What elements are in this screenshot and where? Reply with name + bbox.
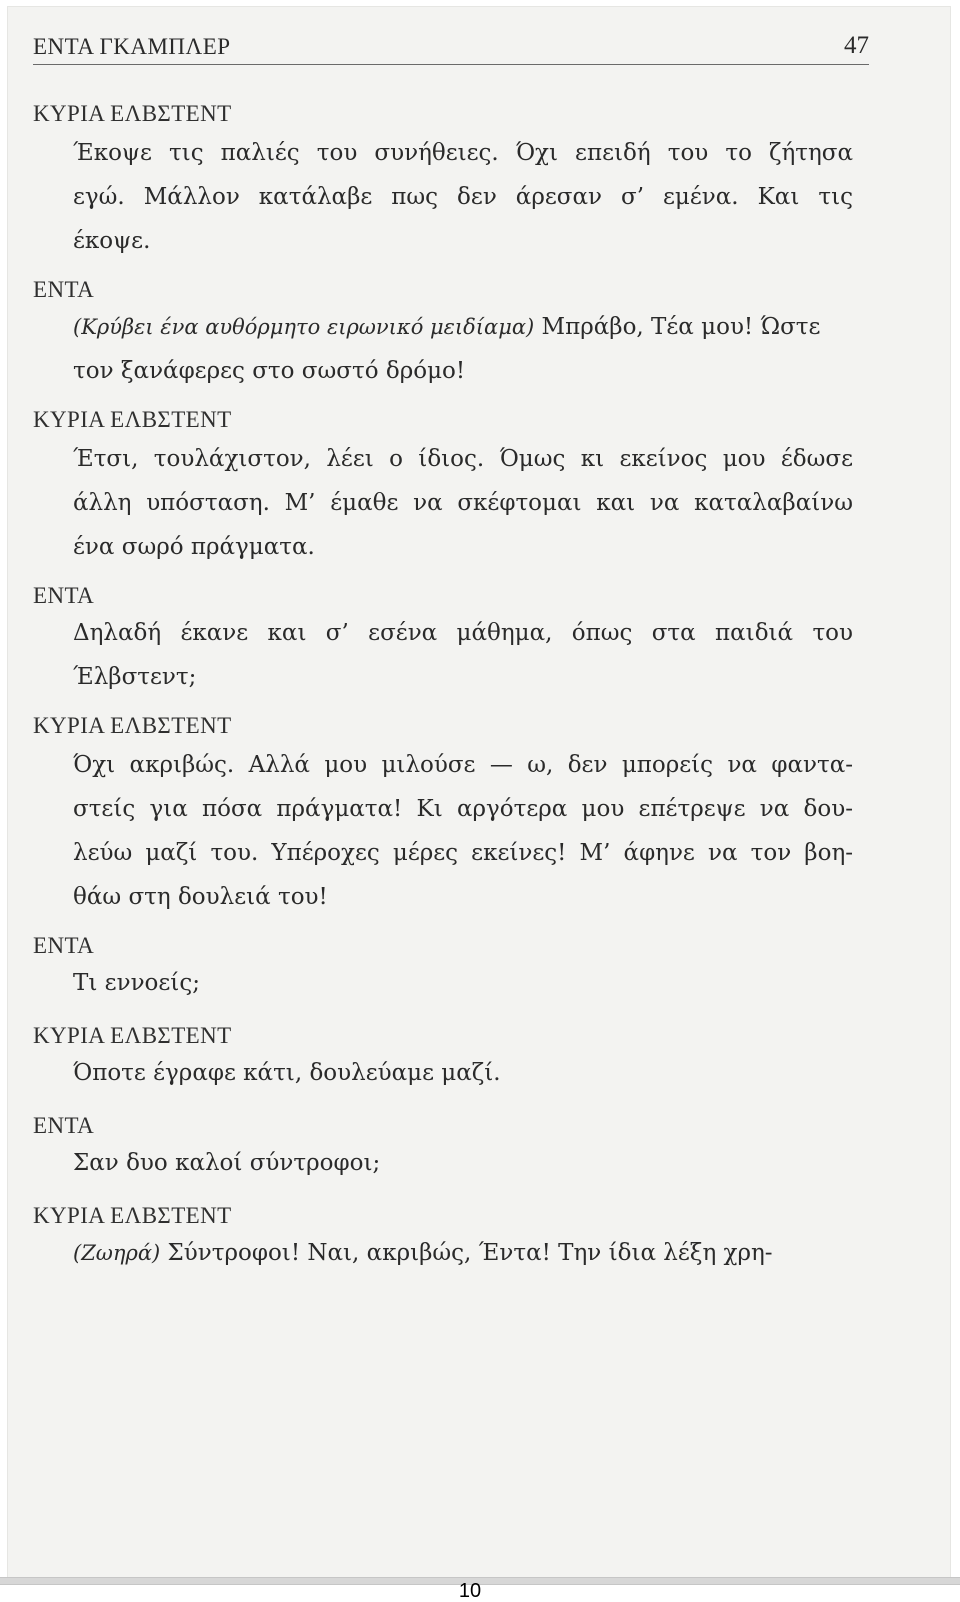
dialogue-line: τον ξανάφερες στο σωστό δρόμο! xyxy=(73,358,466,384)
dialogue-line: ένα σωρό πράγματα. xyxy=(73,534,315,560)
running-head-page-number: 47 xyxy=(844,32,869,59)
book-page xyxy=(7,6,951,1578)
dialogue-line: Έκοψε τις παλιές του συνήθειες. Όχι επειδή του το ζήτησα xyxy=(73,140,853,166)
dialogue-line xyxy=(73,1238,773,1268)
dialogue-line: Δηλαδή έκανε και σ’ εσένα μάθημα, όπως στα παιδιά του xyxy=(73,620,853,646)
dialogue-line: άλλη υπόσταση. Μ’ έμαθε να σκέφτομαι και να καταλαβαίνω xyxy=(73,490,853,516)
dialogue-line: εγώ. Μάλλον κατάλαβε πως δεν άρεσαν σ’ εμένα. Και τις xyxy=(73,184,853,210)
dialogue-line: Τι εννοείς; xyxy=(73,970,200,996)
speaker-name: ΕΝΤΑ xyxy=(33,933,95,958)
dialogue-line: Όποτε έγραφε κάτι, δουλεύαμε μαζί. xyxy=(73,1060,501,1086)
dialogue-line: Σαν δυο καλοί σύντροφοι; xyxy=(73,1150,381,1176)
speaker-name: ΕΝΤΑ xyxy=(33,277,95,302)
speaker-name: ΚΥΡΙΑ ΕΛΒΣΤΕΝΤ xyxy=(33,713,232,738)
dialogue-line: Έτσι, τουλάχιστον, λέει ο ίδιος. Όμως κι εκείνος μου έδωσε xyxy=(73,446,853,472)
dialogue-line: Έλβστεντ; xyxy=(73,664,197,690)
speaker-name: ΕΝΤΑ xyxy=(33,583,95,608)
speaker-name: ΚΥΡΙΑ ΕΛΒΣΤΕΝΤ xyxy=(33,101,232,126)
dialogue-line: στείς για πόσα πράγματα! Κι αργότερα μου επέτρεψε να δου- xyxy=(73,796,853,822)
dialogue-line: θάω στη δουλειά του! xyxy=(73,884,328,910)
speaker-name: ΚΥΡΙΑ ΕΛΒΣΤΕΝΤ xyxy=(33,407,232,432)
dialogue-text: Σύντροφοι! Ναι, ακριβώς, Έντα! Την ίδια λέξη χρη- xyxy=(160,1240,773,1266)
running-head xyxy=(33,32,869,65)
document-page-number: 10 xyxy=(458,1580,482,1602)
stage-direction: (Ζωηρά) xyxy=(73,1241,161,1265)
dialogue-line xyxy=(73,312,820,342)
running-head-title: ΕΝΤΑ ΓΚΑΜΠΛΕΡ xyxy=(33,34,231,59)
dialogue-line: έκοψε. xyxy=(73,228,151,254)
dialogue-text: Μπράβο, Τέα μου! Ώστε xyxy=(534,314,821,340)
dialogue-line: λεύω μαζί του. Υπέροχες μέρες εκείνες! Μ’ άφηνε να τον βοη- xyxy=(73,840,853,866)
dialogue-line: Όχι ακριβώς. Αλλά μου μιλούσε — ω, δεν μπορείς να φαντα- xyxy=(73,752,853,778)
speaker-name: ΚΥΡΙΑ ΕΛΒΣΤΕΝΤ xyxy=(33,1023,232,1048)
stage-direction: (Κρύβει ένα αυθόρμητο ειρωνικό μειδίαμα) xyxy=(73,315,535,339)
speaker-name: ΕΝΤΑ xyxy=(33,1113,95,1138)
speaker-name: ΚΥΡΙΑ ΕΛΒΣΤΕΝΤ xyxy=(33,1203,232,1228)
